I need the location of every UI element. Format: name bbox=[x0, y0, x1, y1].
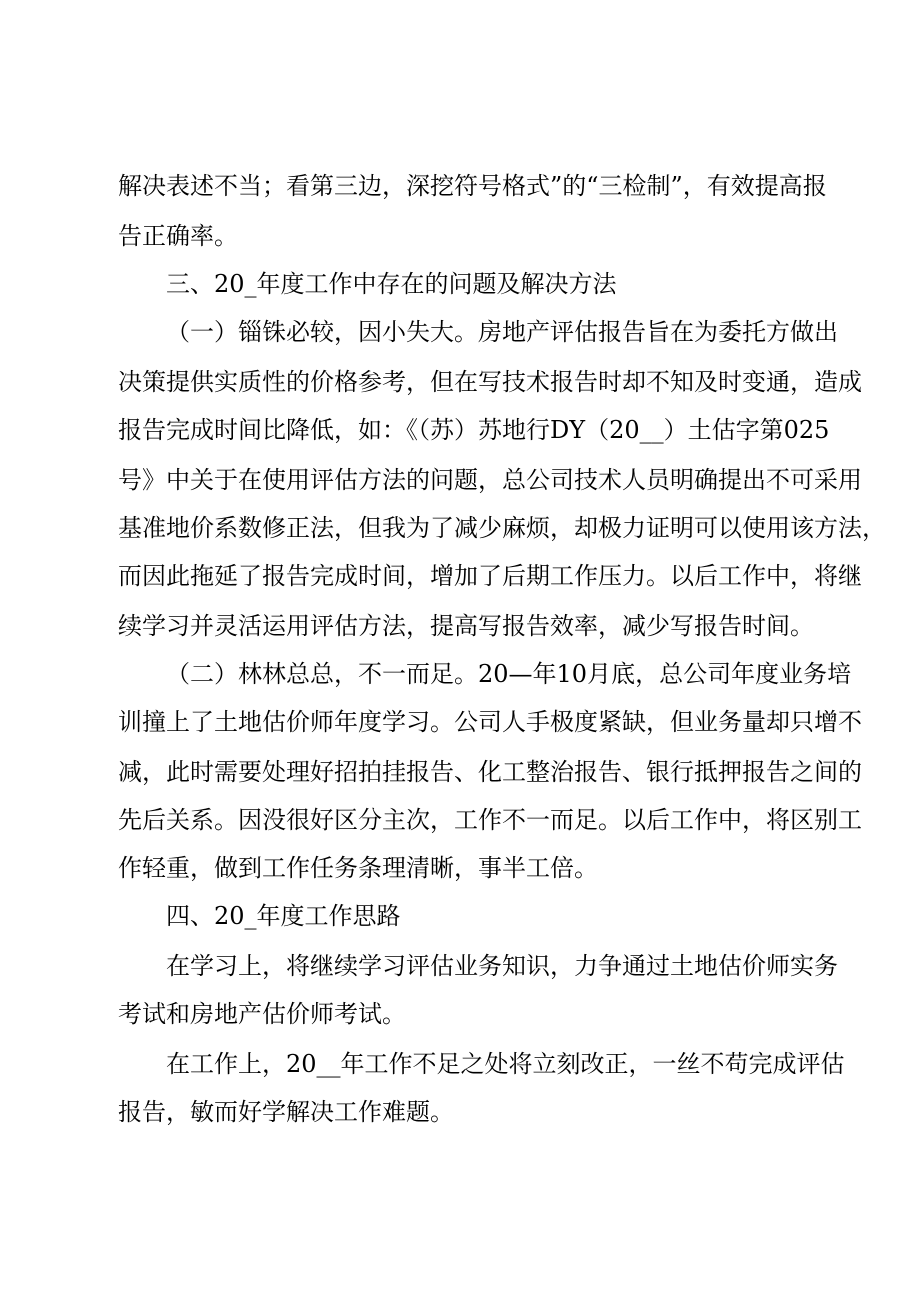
section-heading: 三、20_年度工作中存在的问题及解决方法 bbox=[166, 270, 617, 298]
text-line: （一）锱铢必较，因小失大。房地产评估报告旨在为委托方做出 bbox=[166, 318, 838, 346]
text-line: 先后关系。因没很好区分主次，工作不一而足。以后工作中，将区别工 bbox=[118, 806, 862, 834]
text-line: 决策提供实质性的价格参考，但在写技术报告时却不知及时变通，造成 bbox=[118, 368, 862, 396]
text-line: 号》中关于在使用评估方法的问题，总公司技术人员明确提出不可采用 bbox=[118, 466, 862, 494]
text-line: 训撞上了土地估价师年度学习。公司人手极度紧缺，但业务量却只增不 bbox=[118, 708, 862, 736]
text-line: 减，此时需要处理好招拍挂报告、化工整治报告、银行抵押报告之间的 bbox=[118, 758, 862, 786]
text-line: 续学习并灵活运用评估方法，提高写报告效率，减少写报告时间。 bbox=[118, 612, 814, 640]
text-line: 基准地价系数修正法，但我为了减少麻烦，却极力证明可以使用该方法， bbox=[118, 514, 886, 542]
text-line: 解决表述不当；看第三边，深挖符号格式”的“三检制”，有效提高报 bbox=[118, 172, 827, 200]
text-line: 作轻重，做到工作任务条理清晰，事半工倍。 bbox=[118, 854, 598, 882]
text-line: 而因此拖延了报告完成时间，增加了后期工作压力。以后工作中，将继 bbox=[118, 562, 862, 590]
text-line: 在工作上，20__年工作不足之处将立刻改正，一丝不苟完成评估 bbox=[166, 1050, 845, 1078]
section-heading: 四、20_年度工作思路 bbox=[166, 902, 401, 930]
text-line: 考试和房地产估价师考试。 bbox=[118, 1000, 406, 1028]
text-line: 报告，敏而好学解决工作难题。 bbox=[118, 1098, 454, 1126]
text-line: 告正确率。 bbox=[118, 222, 238, 250]
text-line: （二）林林总总，不一而足。20—年10月底，总公司年度业务培 bbox=[166, 660, 852, 688]
text-line: 报告完成时间比降低，如：《（苏）苏地行DY（20__）土估字第025 bbox=[118, 416, 830, 444]
text-line: 在学习上，将继续学习评估业务知识，力争通过土地估价师实务 bbox=[166, 952, 838, 980]
